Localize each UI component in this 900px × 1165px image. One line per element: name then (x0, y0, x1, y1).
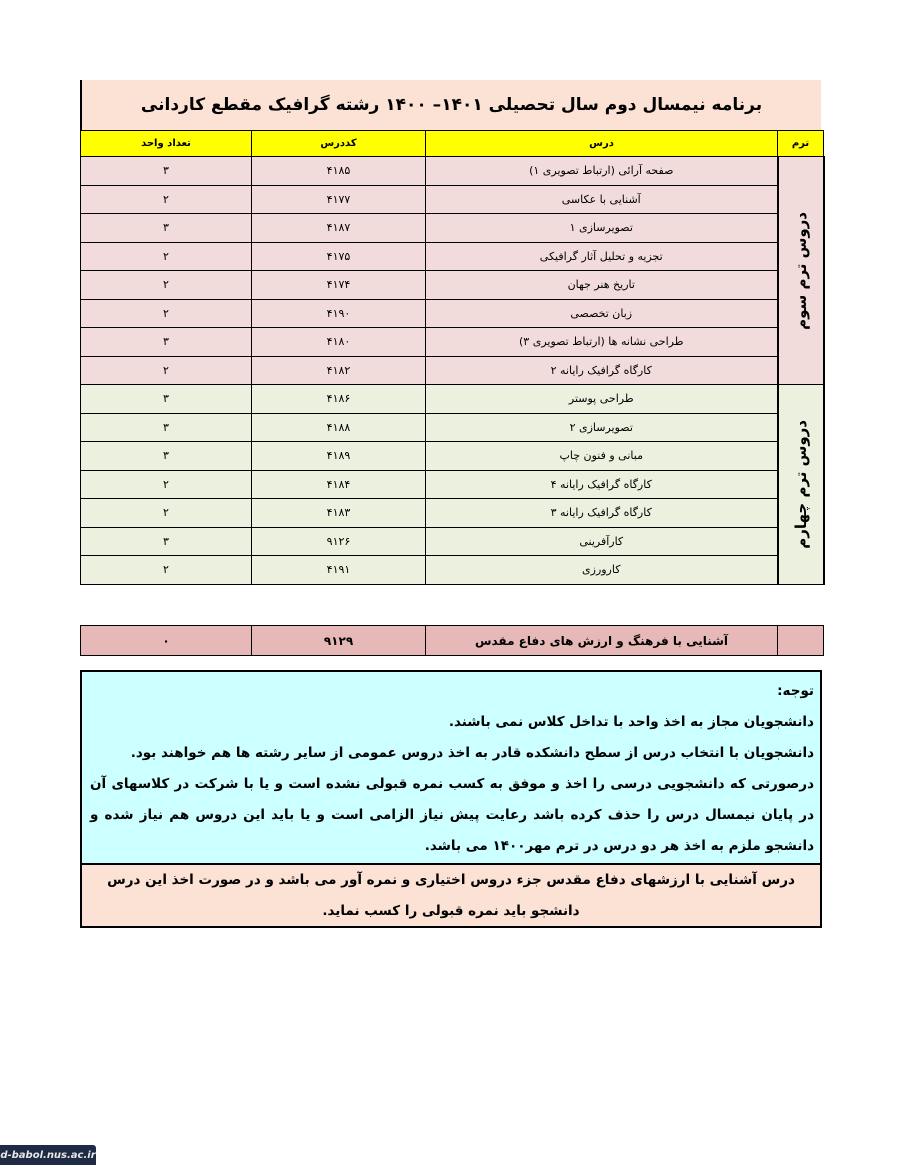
course-table (80, 130, 825, 585)
table-row (81, 242, 824, 271)
cell-units: ۲ (81, 356, 252, 385)
table-row (81, 214, 824, 243)
cell-course: تصویرسازی ۲ (426, 413, 778, 442)
cell-code: ۴۱۸۲ (252, 356, 426, 385)
note-line: درصورتی که دانشجویی درسی را اخذ و موفق به کسب نمره قبولی نشده است و یا با شرکت در کلاسهای آن در پایان نیمسال درس را حذف کرده باشد رعایت پیش نیاز الزامی است و یا باید این دروس هم نیاز شده و دانشجو ملزم به اخذ هر دو درس در ترم مهر۱۴۰۰ می باشد. (90, 776, 814, 854)
header-term: ترم (778, 131, 824, 157)
notes-heading: توجه: (777, 683, 814, 699)
table-row (81, 271, 824, 300)
table-row (81, 299, 824, 328)
cell-code: ۴۱۸۶ (252, 385, 426, 414)
cell-code: ۴۱۹۰ (252, 299, 426, 328)
notes-box (80, 670, 822, 928)
cell-units: ۲ (81, 185, 252, 214)
table-row (81, 385, 824, 414)
cell-code: ۴۱۸۸ (252, 413, 426, 442)
term4-term-label-cell (778, 385, 824, 585)
cell-code: ۴۱۷۴ (252, 271, 426, 300)
cell-code: ۴۱۸۵ (252, 157, 426, 186)
cell-course: کارآفرینی (426, 527, 778, 556)
cell-units: ۲ (81, 499, 252, 528)
note-line: دانشجویان مجاز به اخذ واحد با تداخل کلاس نمی باشند. (448, 714, 814, 730)
table-row (81, 328, 824, 357)
cell-code: ۴۱۸۴ (252, 470, 426, 499)
table-row (81, 157, 824, 186)
cell-code: ۴۱۸۹ (252, 442, 426, 471)
cell-units: ۲ (81, 299, 252, 328)
defense-course-table (80, 625, 824, 656)
cell-course: تصویرسازی ۱ (426, 214, 778, 243)
cell-course: تجزیه و تحلیل آثار گرافیکی (426, 242, 778, 271)
table-row (81, 185, 824, 214)
cell-units: ۳ (81, 527, 252, 556)
cell-code: ۴۱۸۷ (252, 214, 426, 243)
cell-course: طراحی نشانه ها (ارتباط تصویری ۳) (426, 328, 778, 357)
table-row (81, 499, 824, 528)
term4-term-label: دروس ترم چهارم (791, 419, 810, 549)
table-row (81, 556, 824, 585)
term3-term-label-cell (778, 157, 824, 385)
defense-course-units: ۰ (81, 626, 252, 656)
site-url-tag[interactable]: d-babol.nus.ac.ir (0, 1145, 96, 1165)
cell-units: ۲ (81, 556, 252, 585)
cell-course: زبان تخصصی (426, 299, 778, 328)
table-row (81, 442, 824, 471)
cell-course: کارگاه گرافیک رایانه ۳ (426, 499, 778, 528)
cell-code: ۴۱۸۳ (252, 499, 426, 528)
header-code: کددرس (252, 131, 426, 157)
cell-course: کارگاه گرافیک رایانه ۲ (426, 356, 778, 385)
cell-code: ۹۱۲۶ (252, 527, 426, 556)
table-row (81, 470, 824, 499)
table-row (81, 413, 824, 442)
defense-course-name: آشنایی با فرهنگ و ارزش های دفاع مقدس (426, 626, 778, 656)
cell-units: ۳ (81, 328, 252, 357)
header-units: تعداد واحد (81, 131, 252, 157)
cell-units: ۲ (81, 470, 252, 499)
cell-units: ۲ (81, 271, 252, 300)
table-row (81, 527, 824, 556)
page-title: برنامه نیمسال دوم سال تحصیلی ۱۴۰۱– ۱۴۰۰ رشته گرافیک مقطع کاردانی (80, 80, 821, 130)
cell-units: ۳ (81, 214, 252, 243)
cell-code: ۴۱۷۵ (252, 242, 426, 271)
cell-course: مبانی و فنون چاپ (426, 442, 778, 471)
cell-units: ۳ (81, 385, 252, 414)
cell-units: ۲ (81, 242, 252, 271)
cell-units: ۳ (81, 157, 252, 186)
term3-term-label: دروس ترم سوم (791, 211, 810, 330)
cell-code: ۴۱۹۱ (252, 556, 426, 585)
defense-course-row (81, 626, 824, 656)
cell-course: تاریخ هنر جهان (426, 271, 778, 300)
cell-code: ۴۱۷۷ (252, 185, 426, 214)
cell-course: طراحی پوستر (426, 385, 778, 414)
defense-course-code: ۹۱۲۹ (252, 626, 426, 656)
notes-general (82, 672, 820, 863)
cell-code: ۴۱۸۰ (252, 328, 426, 357)
cell-course: صفحه آرائی (ارتباط تصویری ۱) (426, 157, 778, 186)
cell-course: آشنایی با عکاسی (426, 185, 778, 214)
cell-course: کارگاه گرافیک رایانه ۴ (426, 470, 778, 499)
notes-defense: درس آشنایی با ارزشهای دفاع مقدس جزء دروس اختیاری و نمره آور می باشد و در صورت اخذ این درس دانشجو باید نمره قبولی را کسب نماید. (82, 863, 820, 926)
table-row (81, 356, 824, 385)
cell-units: ۳ (81, 413, 252, 442)
cell-units: ۳ (81, 442, 252, 471)
note-line: دانشجویان با انتخاب درس از سطح دانشکده قادر به اخذ دروس عمومی از سایر رشته ها هم خواهند بود. (130, 745, 814, 761)
defense-term-cell (778, 626, 824, 656)
cell-course: کارورزی (426, 556, 778, 585)
header-course: درس (426, 131, 778, 157)
